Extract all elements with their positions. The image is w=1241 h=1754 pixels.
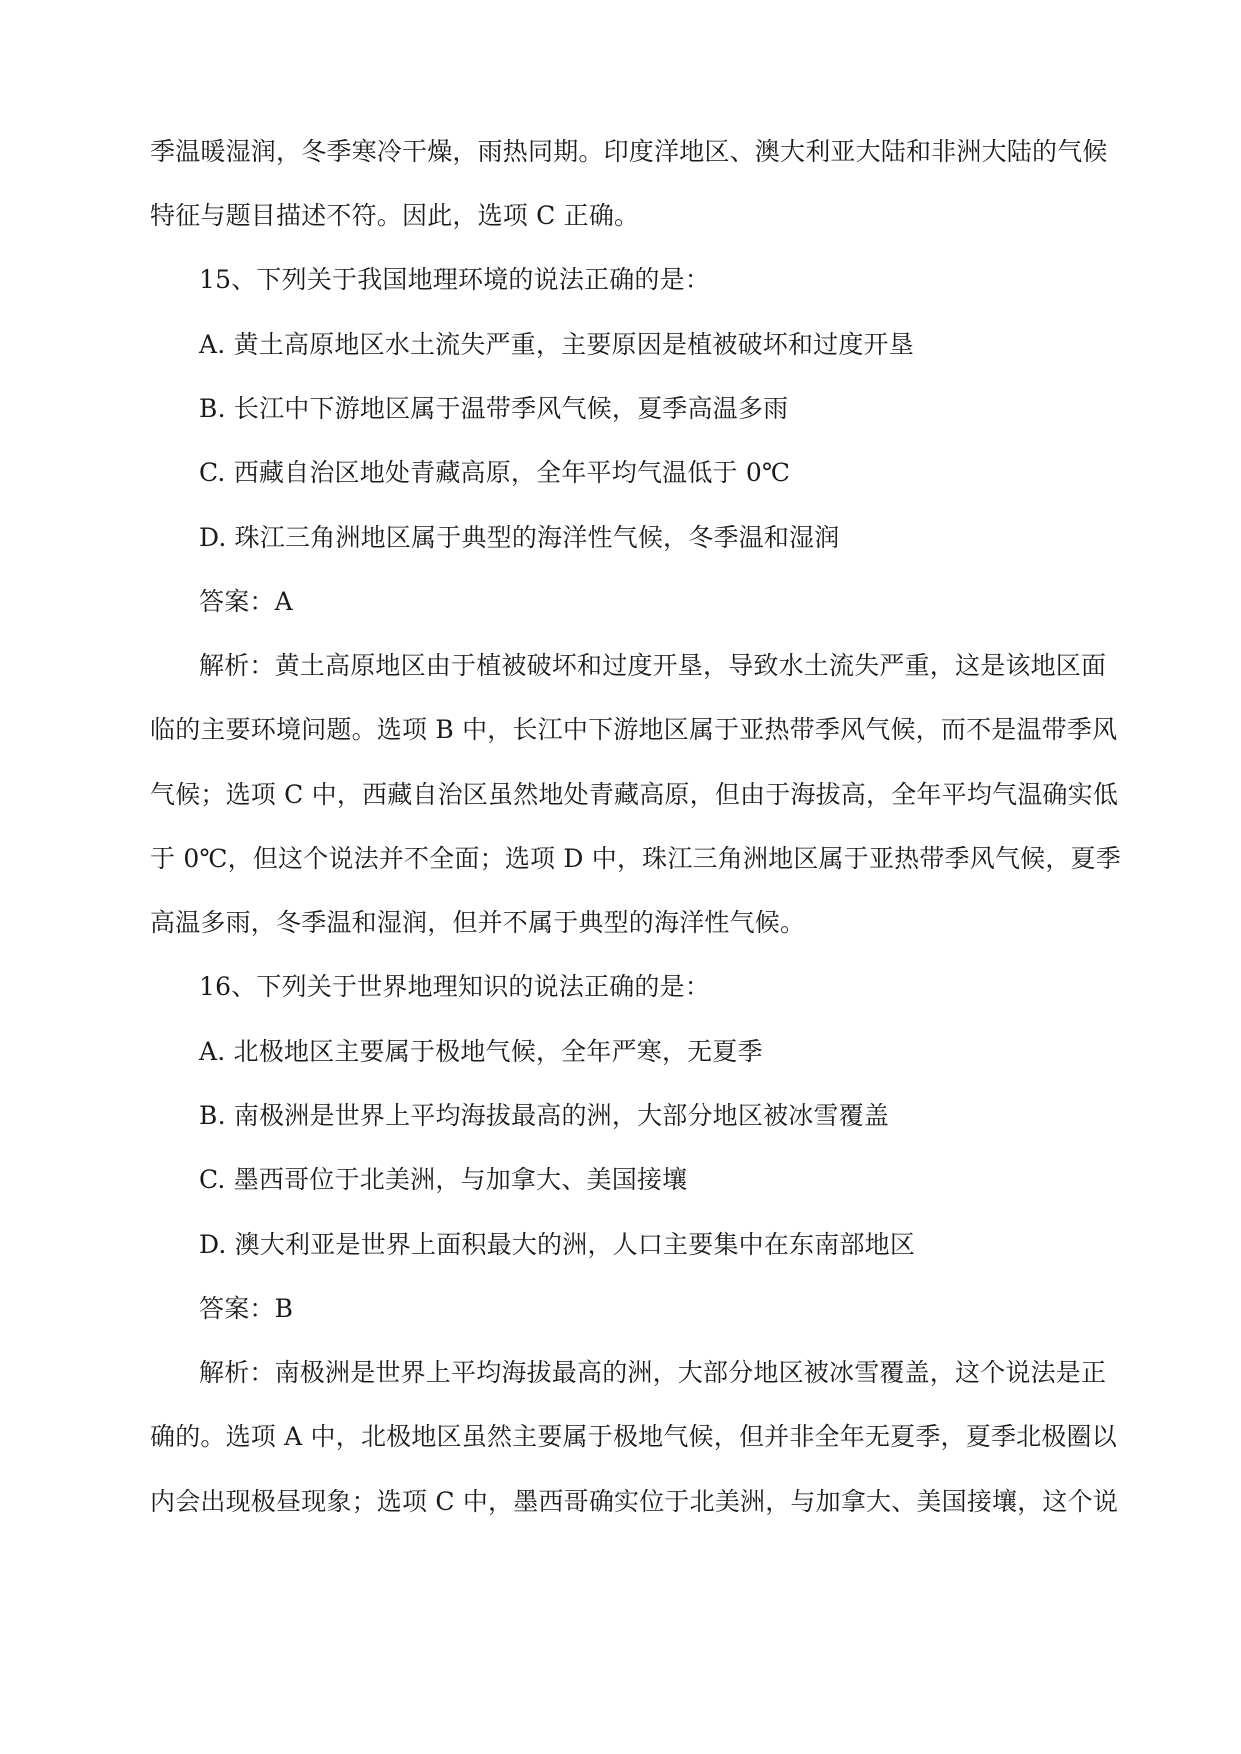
q15-analysis-line: 解析：黄土高原地区由于植被破坏和过度开垦，导致水土流失严重，这是该地区面 bbox=[199, 651, 1107, 680]
q15-analysis-line: 高温多雨，冬季温和湿润，但并不属于典型的海洋性气候。 bbox=[150, 908, 806, 937]
q16-answer: 答案：B bbox=[199, 1294, 294, 1323]
q15-analysis-line: 气候；选项 C 中，西藏自治区虽然地处青藏高原，但由于海拔高，全年平均气温确实低 bbox=[150, 780, 1119, 809]
q16-option-a: A. 北极地区主要属于极地气候，全年严寒，无夏季 bbox=[199, 1037, 763, 1066]
q16-analysis-line: 解析：南极洲是世界上平均海拔最高的洲，大部分地区被冰雪覆盖，这个说法是正 bbox=[199, 1358, 1107, 1387]
q15-analysis-line: 于 0℃，但这个说法并不全面；选项 D 中，珠江三角洲地区属于亚热带季风气候，夏季 bbox=[150, 844, 1121, 873]
q15-option-c: C. 西藏自治区地处青藏高原，全年平均气温低于 0℃ bbox=[199, 458, 791, 487]
question-16: 16、下列关于世界地理知识的说法正确的是： bbox=[199, 972, 711, 1001]
q16-analysis-line: 确的。选项 A 中，北极地区虽然主要属于极地气候，但并非全年无夏季，夏季北极圈以 bbox=[150, 1422, 1117, 1451]
paragraph-line: 季温暖湿润，冬季寒冷干燥，雨热同期。印度洋地区、澳大利亚大陆和非洲大陆的气候 bbox=[150, 137, 1108, 166]
q16-option-d: D. 澳大利亚是世界上面积最大的洲，人口主要集中在东南部地区 bbox=[199, 1230, 916, 1259]
q15-option-d: D. 珠江三角洲地区属于典型的海洋性气候，冬季温和湿润 bbox=[199, 523, 840, 552]
q16-analysis-line: 内会出现极昼现象；选项 C 中，墨西哥确实位于北美洲，与加拿大、美国接壤，这个说 bbox=[150, 1487, 1119, 1516]
question-15: 15、下列关于我国地理环境的说法正确的是： bbox=[199, 265, 711, 294]
q15-answer: 答案：A bbox=[199, 587, 293, 616]
paragraph-line: 特征与题目描述不符。因此，选项 C 正确。 bbox=[150, 201, 640, 230]
q16-option-c: C. 墨西哥位于北美洲，与加拿大、美国接壤 bbox=[199, 1165, 688, 1194]
q15-option-a: A. 黄土高原地区水土流失严重，主要原因是植被破坏和过度开垦 bbox=[199, 330, 914, 359]
q15-option-b: B. 长江中下游地区属于温带季风气候，夏季高温多雨 bbox=[199, 394, 789, 423]
q15-analysis-line: 临的主要环境问题。选项 B 中，长江中下游地区属于亚热带季风气候，而不是温带季风 bbox=[150, 715, 1118, 744]
q16-option-b: B. 南极洲是世界上平均海拔最高的洲，大部分地区被冰雪覆盖 bbox=[199, 1101, 890, 1130]
